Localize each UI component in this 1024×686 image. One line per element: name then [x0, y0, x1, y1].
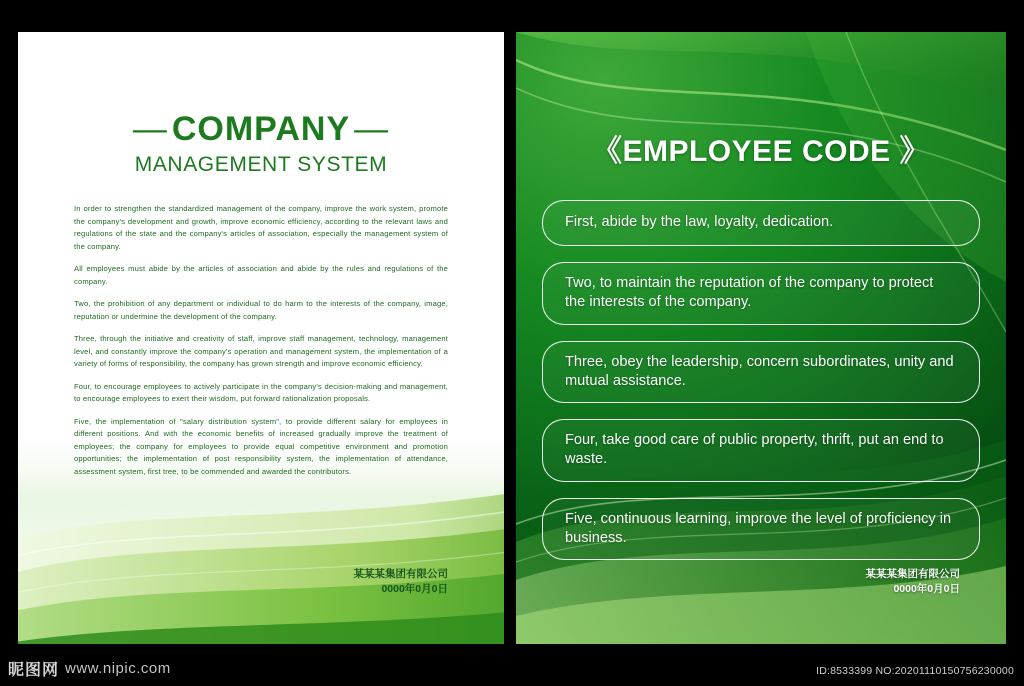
list-item — [542, 262, 980, 325]
paragraph: In order to strengthen the standardized management of the company, improve the work system, promote the company's development and growth, improve economic efficiency, according to the relevant laws and regulations of the state and the company's articles of association, especially the management system of the company. — [74, 204, 448, 251]
paragraph: All employees must abide by the articles of association and abide by the rules and regulations of the company. — [74, 264, 448, 286]
body-text-block — [74, 203, 448, 478]
rule-text: Five, continuous learning, improve the level of proficiency in business. — [565, 510, 952, 546]
left-page — [18, 32, 504, 644]
paragraph: Two, the prohibition of any department or individual to do harm to the interests of the company, image, reputation or undermine the development of the company. — [74, 299, 448, 321]
rule-text: First, abide by the law, loyalty, dedication. — [565, 214, 834, 231]
list-item — [542, 498, 980, 561]
employee-code-list — [542, 200, 980, 560]
footer-company-name: 某某某集团有限公司 — [865, 567, 960, 580]
list-item — [542, 419, 980, 482]
rule-text: Three, obey the leadership, concern subordinates, unity and mutual assistance. — [565, 353, 954, 389]
list-item — [542, 341, 980, 404]
page-subtitle: MANAGEMENT SYSTEM — [134, 153, 388, 176]
title-dash-right: — — [354, 110, 390, 148]
title-main-text: COMPANY — [171, 110, 351, 148]
paragraph: Five, the implementation of "salary distribution system", to provide different salary for employees in different positions. And with the economic benefits of increased gradually improve the treatment of employees; the company for employees to provide equal competitive environment and promotion opportunities; the implementation of post responsibility system, the implementation of attendance, assessment system, first tree, to be commended and awarded the contributors. — [74, 416, 448, 476]
right-page — [516, 32, 1006, 644]
watermark-id: ID:8533399 NO:20201110150756230000 — [816, 665, 1014, 677]
title-dash-left: — — [132, 110, 168, 148]
list-item — [542, 200, 980, 246]
left-page-content — [18, 32, 504, 488]
nipic-logo: 昵图网 — [8, 662, 60, 679]
footer-date: 0000年0月0日 — [381, 583, 448, 596]
rule-text: Four, take good care of public property, thrift, put an end to waste. — [565, 432, 944, 468]
watermark-url: www.nipic.com — [65, 660, 171, 677]
paragraph: Three, through the initiative and creativity of staff, improve staff management, technology, management level, and constantly improve the company's operation and management system, the implementation of a variety of forms of responsibility, the company has grown strength and improve economic efficiency. — [74, 334, 448, 369]
right-page-title: 《EMPLOYEE CODE 》 — [591, 135, 931, 168]
watermark-brand — [8, 657, 171, 680]
paragraph: Four, to encourage employees to actively participate in the company's decision-making and management, to encourage employees to exert their wisdom, put forward rationalization proposals. — [74, 381, 448, 404]
footer-date: 0000年0月0日 — [893, 583, 960, 596]
page-title — [74, 110, 448, 149]
rule-text: Two, to maintain the reputation of the company to protect the interests of the company. — [565, 275, 934, 311]
left-page-footer — [354, 567, 449, 599]
right-page-footer — [866, 567, 961, 599]
footer-company-name: 某某某集团有限公司 — [353, 567, 448, 580]
